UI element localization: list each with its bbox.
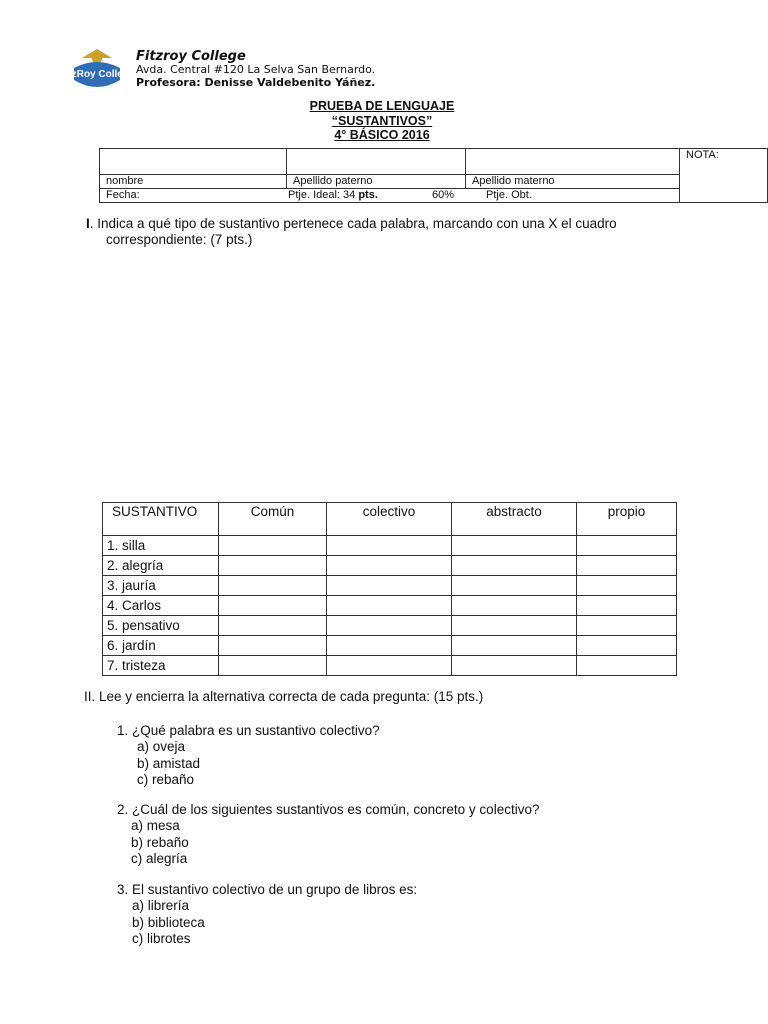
answer-cell[interactable] (452, 616, 577, 636)
answer-cell[interactable] (219, 656, 327, 676)
answer-cell[interactable] (327, 556, 452, 576)
question-text: 3. El sustantivo colectivo de un grupo de libros es: (117, 882, 418, 897)
section-1-line-1: . Indica a qué tipo de sustantivo pertenece cada palabra, marcando con una X el cuadro (89, 216, 617, 231)
answer-cell[interactable] (452, 576, 577, 596)
header-propio: propio (577, 503, 677, 536)
test-title (0, 99, 768, 143)
noun-label: 3. jauría (103, 576, 219, 596)
table-row (103, 616, 677, 636)
school-logo (59, 46, 135, 96)
fecha-row (100, 189, 680, 203)
answer-cell[interactable] (219, 636, 327, 656)
answer-cell[interactable] (452, 636, 577, 656)
apellido-materno-field[interactable] (466, 149, 680, 175)
table-row (103, 576, 677, 596)
option-a[interactable]: a) oveja (137, 739, 186, 755)
school-header (136, 50, 375, 89)
noun-label: 1. silla (103, 536, 219, 556)
apellido-paterno-label: Apellido paterno (287, 175, 466, 189)
table-row (103, 596, 677, 616)
nota-cell[interactable] (680, 149, 768, 203)
answer-cell[interactable] (577, 576, 677, 596)
teacher-name: Profesora: Denisse Valdebenito Yáñez. (136, 76, 376, 89)
nombre-label: nombre (100, 175, 287, 189)
table-row (103, 636, 677, 656)
ptje-ideal-unit: pts. (358, 189, 378, 201)
answer-cell[interactable] (452, 596, 577, 616)
ptje-ideal (288, 189, 378, 202)
question-2 (117, 802, 539, 867)
option-c[interactable]: c) alegría (131, 850, 188, 866)
section-1-number: I (86, 216, 90, 231)
header-sustantivo: SUSTANTIVO (103, 503, 219, 536)
answer-cell[interactable] (452, 536, 577, 556)
answer-cell[interactable] (219, 596, 327, 616)
answer-cell[interactable] (327, 536, 452, 556)
section-1-instructions (86, 216, 617, 248)
option-c[interactable]: c) librotes (132, 930, 191, 946)
header-abstracto: abstracto (452, 503, 577, 536)
option-b[interactable]: b) biblioteca (132, 914, 205, 930)
answer-cell[interactable] (577, 616, 677, 636)
answer-cell[interactable] (452, 556, 577, 576)
nombre-field[interactable] (100, 149, 287, 175)
percent-label: 60% (432, 189, 455, 201)
answer-cell[interactable] (327, 576, 452, 596)
header-comun: Común (219, 503, 327, 536)
ptje-obt-label: Ptje. Obt. (486, 189, 532, 201)
title-line-3: 4° BÁSICO 2016 (334, 128, 430, 142)
question-3 (117, 882, 417, 947)
logo-text: FitzRoy College (59, 69, 135, 80)
nota-label: NOTA: (686, 149, 719, 161)
answer-cell[interactable] (327, 636, 452, 656)
answer-cell[interactable] (219, 616, 327, 636)
answer-cell[interactable] (452, 656, 577, 676)
noun-label: 5. pensativo (103, 616, 219, 636)
table-row (103, 656, 677, 676)
table-row (103, 556, 677, 576)
question-text: 1. ¿Qué palabra es un sustantivo colectivo? (117, 723, 380, 738)
noun-label: 7. tristeza (103, 656, 219, 676)
answer-cell[interactable] (219, 576, 327, 596)
section-1-line-2: correspondiente: (7 pts.) (106, 232, 253, 247)
ptje-ideal-label: Ptje. Ideal: 34 (288, 189, 359, 201)
answer-cell[interactable] (327, 656, 452, 676)
answer-cell[interactable] (577, 636, 677, 656)
apellido-materno-label: Apellido materno (466, 175, 680, 189)
noun-label: 6. jardín (103, 636, 219, 656)
answer-cell[interactable] (577, 536, 677, 556)
table-header-row (103, 503, 677, 536)
table-row (103, 536, 677, 556)
option-c[interactable]: c) rebaño (137, 771, 195, 787)
question-1 (117, 723, 380, 788)
fecha-label: Fecha: (106, 189, 140, 201)
school-name: Fitzroy College (136, 49, 246, 64)
answer-cell[interactable] (577, 656, 677, 676)
answer-cell[interactable] (327, 616, 452, 636)
student-info-table (99, 148, 768, 203)
option-a[interactable]: a) librería (132, 898, 190, 914)
section-2-instructions: II. Lee y encierra la alternativa correcta de cada pregunta: (15 pts.) (84, 689, 484, 704)
noun-label: 4. Carlos (103, 596, 219, 616)
title-line-1: PRUEBA DE LENGUAJE (309, 99, 455, 113)
title-line-2: “SUSTANTIVOS” (331, 113, 433, 128)
option-b[interactable]: b) rebaño (131, 834, 189, 850)
question-text: 2. ¿Cuál de los siguientes sustantivos es común, concreto y colectivo? (117, 802, 540, 817)
answer-cell[interactable] (577, 556, 677, 576)
option-b[interactable]: b) amistad (137, 755, 201, 771)
noun-classification-table (102, 502, 677, 676)
header-colectivo: colectivo (327, 503, 452, 536)
option-a[interactable]: a) mesa (131, 818, 180, 834)
answer-cell[interactable] (219, 556, 327, 576)
answer-cell[interactable] (577, 596, 677, 616)
answer-cell[interactable] (327, 596, 452, 616)
answer-cell[interactable] (219, 536, 327, 556)
noun-label: 2. alegría (103, 556, 219, 576)
school-address: Avda. Central #120 La Selva San Bernardo. (136, 63, 376, 76)
apellido-paterno-field[interactable] (287, 149, 466, 175)
